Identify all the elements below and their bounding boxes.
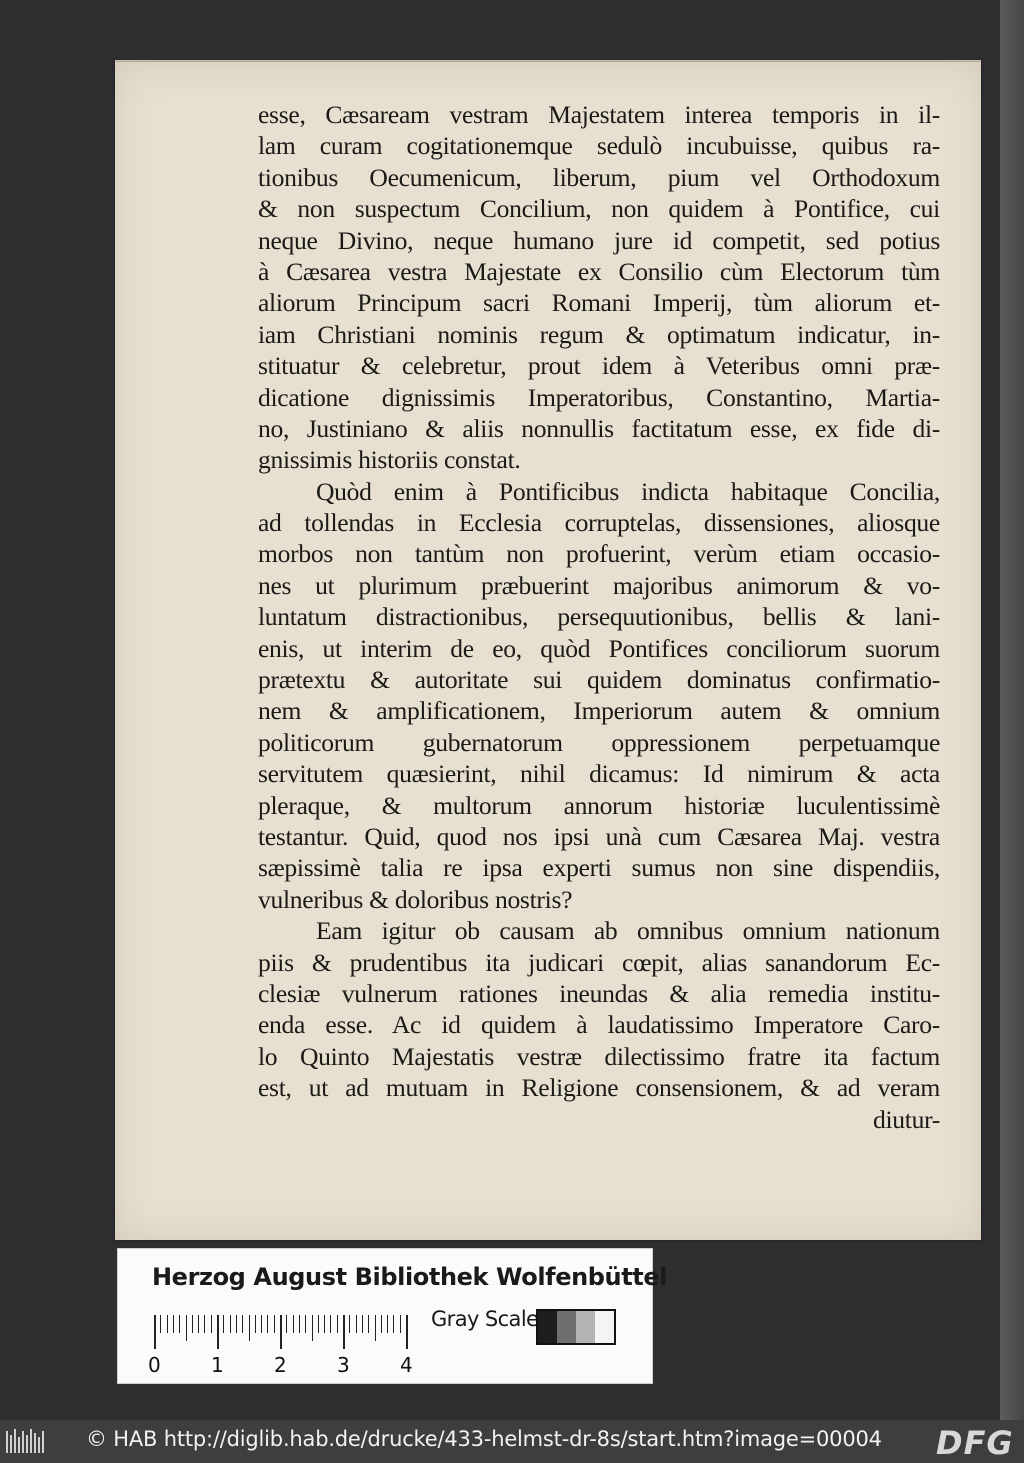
ruler-tick xyxy=(274,1315,275,1333)
ruler-tick xyxy=(387,1315,388,1333)
ruler-tick xyxy=(223,1315,224,1333)
ruler-tick xyxy=(293,1315,294,1333)
ruler-tick xyxy=(349,1315,350,1333)
ruler-tick xyxy=(305,1315,306,1333)
gray-scale-label: Gray Scale xyxy=(431,1307,539,1331)
ruler-tick xyxy=(167,1315,168,1333)
ruler-tick xyxy=(211,1315,212,1333)
ruler-tick xyxy=(217,1315,219,1349)
ruler-tick xyxy=(375,1315,376,1341)
text-line: sæpissimè talia re ipsa experti sumus non sine dispendiis, xyxy=(258,853,940,883)
text-line: nes ut plurimum præbuerint majoribus animorum & vo- xyxy=(258,570,940,600)
text-line: vulneribus & doloribus nostris? xyxy=(258,884,573,914)
ruler-tick xyxy=(160,1315,161,1333)
hab-barcode-icon xyxy=(6,1427,48,1455)
ruler-tick xyxy=(393,1315,394,1333)
ruler-tick xyxy=(173,1315,174,1333)
ruler-labels xyxy=(148,1353,448,1377)
text-line: stituatur & celebretur, prout idem à Veteribus omni præ- xyxy=(258,351,940,381)
ruler-tick xyxy=(204,1315,205,1333)
text-line: Quòd enim à Pontificibus indicta habitaque Concilia, xyxy=(316,476,940,506)
ruler-tick xyxy=(267,1315,268,1333)
text-line: enda esse. Ac id quidem à laudatissimo Imperatore Caro- xyxy=(258,1010,940,1040)
text-line: lam curam cogitationemque sedulò incubuisse, quibus ra- xyxy=(258,131,940,161)
ruler-tick xyxy=(179,1315,180,1333)
library-name: Herzog August Bibliothek Wolfenbüttel xyxy=(152,1263,668,1291)
dfg-logo: DFG xyxy=(936,1424,1014,1462)
color-target-card xyxy=(117,1248,668,1384)
text-line: Eam igitur ob causam ab omnibus omnium nationum xyxy=(316,916,940,946)
text-line: aliorum Principum sacri Romani Imperij, tùm aliorum et- xyxy=(258,288,940,318)
ruler-tick xyxy=(242,1315,243,1333)
text-line: no, Justiniano & aliis nonnullis factitatum esse, ex fide di- xyxy=(258,413,940,443)
page-text-block xyxy=(258,99,940,1135)
ruler-tick xyxy=(324,1315,325,1333)
text-line: est, ut ad mutuam in Religione consensionem, & ad veram xyxy=(258,1073,940,1103)
ruler-tick xyxy=(356,1315,357,1333)
text-line: pleraque, & multorum annorum historiæ luculentissimè xyxy=(258,790,940,820)
ruler-tick xyxy=(192,1315,193,1333)
text-line: luntatum distractionibus, persequutionibus, bellis & lani- xyxy=(258,602,940,632)
text-line: piis & prudentibus ita judicari cœpit, alias sanandorum Ec- xyxy=(258,947,940,977)
ruler-tick xyxy=(236,1315,237,1333)
ruler-tick xyxy=(255,1315,256,1333)
text-line: prætextu & autoritate sui quidem dominatus confirmatio- xyxy=(258,665,940,695)
catchword: diutur- xyxy=(872,1104,940,1134)
viewer-footer xyxy=(0,1420,1024,1463)
ruler-label: 1 xyxy=(211,1353,224,1377)
text-line: & non suspectum Concilium, non quidem à Pontifice, cui xyxy=(258,194,940,224)
gray-swatch xyxy=(557,1311,576,1343)
ruler-tick xyxy=(406,1315,408,1349)
text-line: enis, ut interim de eo, quòd Pontifices conciliorum suorum xyxy=(258,633,940,663)
ruler-tick xyxy=(249,1315,250,1341)
ruler-tick xyxy=(381,1315,382,1333)
ruler-scale xyxy=(154,1315,416,1349)
backing-board xyxy=(1000,0,1024,1420)
book-page xyxy=(115,62,981,1240)
copyright-url[interactable]: © HAB http://diglib.hab.de/drucke/433-helmst-dr-8s/start.htm?image=00004 xyxy=(86,1427,882,1451)
text-line: lo Quinto Majestatis vestræ dilectissimo fratre ita factum xyxy=(258,1041,940,1071)
text-line: servitutem quæsierint, nihil dicamus: Id nimirum & acta xyxy=(258,759,940,789)
ruler-tick xyxy=(230,1315,231,1333)
ruler-tick xyxy=(280,1315,282,1349)
ruler-tick xyxy=(261,1315,262,1333)
ruler-tick xyxy=(186,1315,187,1341)
gray-swatch xyxy=(595,1311,614,1343)
gray-swatch xyxy=(576,1311,595,1343)
text-line: dicatione dignissimis Imperatoribus, Constantino, Martia- xyxy=(258,382,940,412)
text-line: ad tollendas in Ecclesia corruptelas, dissensiones, aliosque xyxy=(258,508,940,538)
text-line: neque Divino, neque humano jure id competit, sed potius xyxy=(258,225,940,255)
ruler-label: 2 xyxy=(274,1353,287,1377)
text-line: à Cæsarea vestra Majestate ex Consilio cùm Electorum tùm xyxy=(258,256,940,286)
text-line: tionibus Oecumenicum, liberum, pium vel Orthodoxum xyxy=(258,162,940,192)
text-line: esse, Cæsaream vestram Majestatem interea temporis in il- xyxy=(258,100,940,129)
ruler-tick xyxy=(337,1315,338,1333)
ruler-tick xyxy=(330,1315,331,1333)
ruler-tick xyxy=(368,1315,369,1333)
ruler-tick xyxy=(343,1315,345,1349)
ruler-tick xyxy=(400,1315,401,1333)
ruler-tick xyxy=(154,1315,156,1349)
ruler-label: 3 xyxy=(337,1353,350,1377)
ruler-label: 0 xyxy=(148,1353,161,1377)
text-line: testantur. Quid, quod nos ipsi unà cum Cæsarea Maj. vestra xyxy=(258,821,940,851)
ruler-tick xyxy=(286,1315,287,1333)
ruler-tick xyxy=(198,1315,199,1333)
gray-scale-swatches xyxy=(536,1309,616,1345)
ruler-tick xyxy=(318,1315,319,1333)
ruler-tick xyxy=(299,1315,300,1333)
text-line: gnissimis historiis constat. xyxy=(258,445,521,475)
ruler-tick xyxy=(362,1315,363,1333)
ruler-tick xyxy=(312,1315,313,1341)
text-line: clesiæ vulnerum rationes ineundas & alia remedia institu- xyxy=(258,978,940,1008)
text-line: nem & amplificationem, Imperiorum autem & omnium xyxy=(258,696,940,726)
text-line: iam Christiani nominis regum & optimatum indicatur, in- xyxy=(258,319,940,349)
text-line: morbos non tantùm non profuerint, verùm etiam occasio- xyxy=(258,539,940,569)
text-line: politicorum gubernatorum oppressionem perpetuamque xyxy=(258,727,940,757)
gray-swatch xyxy=(538,1311,557,1343)
ruler-label: 4 xyxy=(400,1353,413,1377)
